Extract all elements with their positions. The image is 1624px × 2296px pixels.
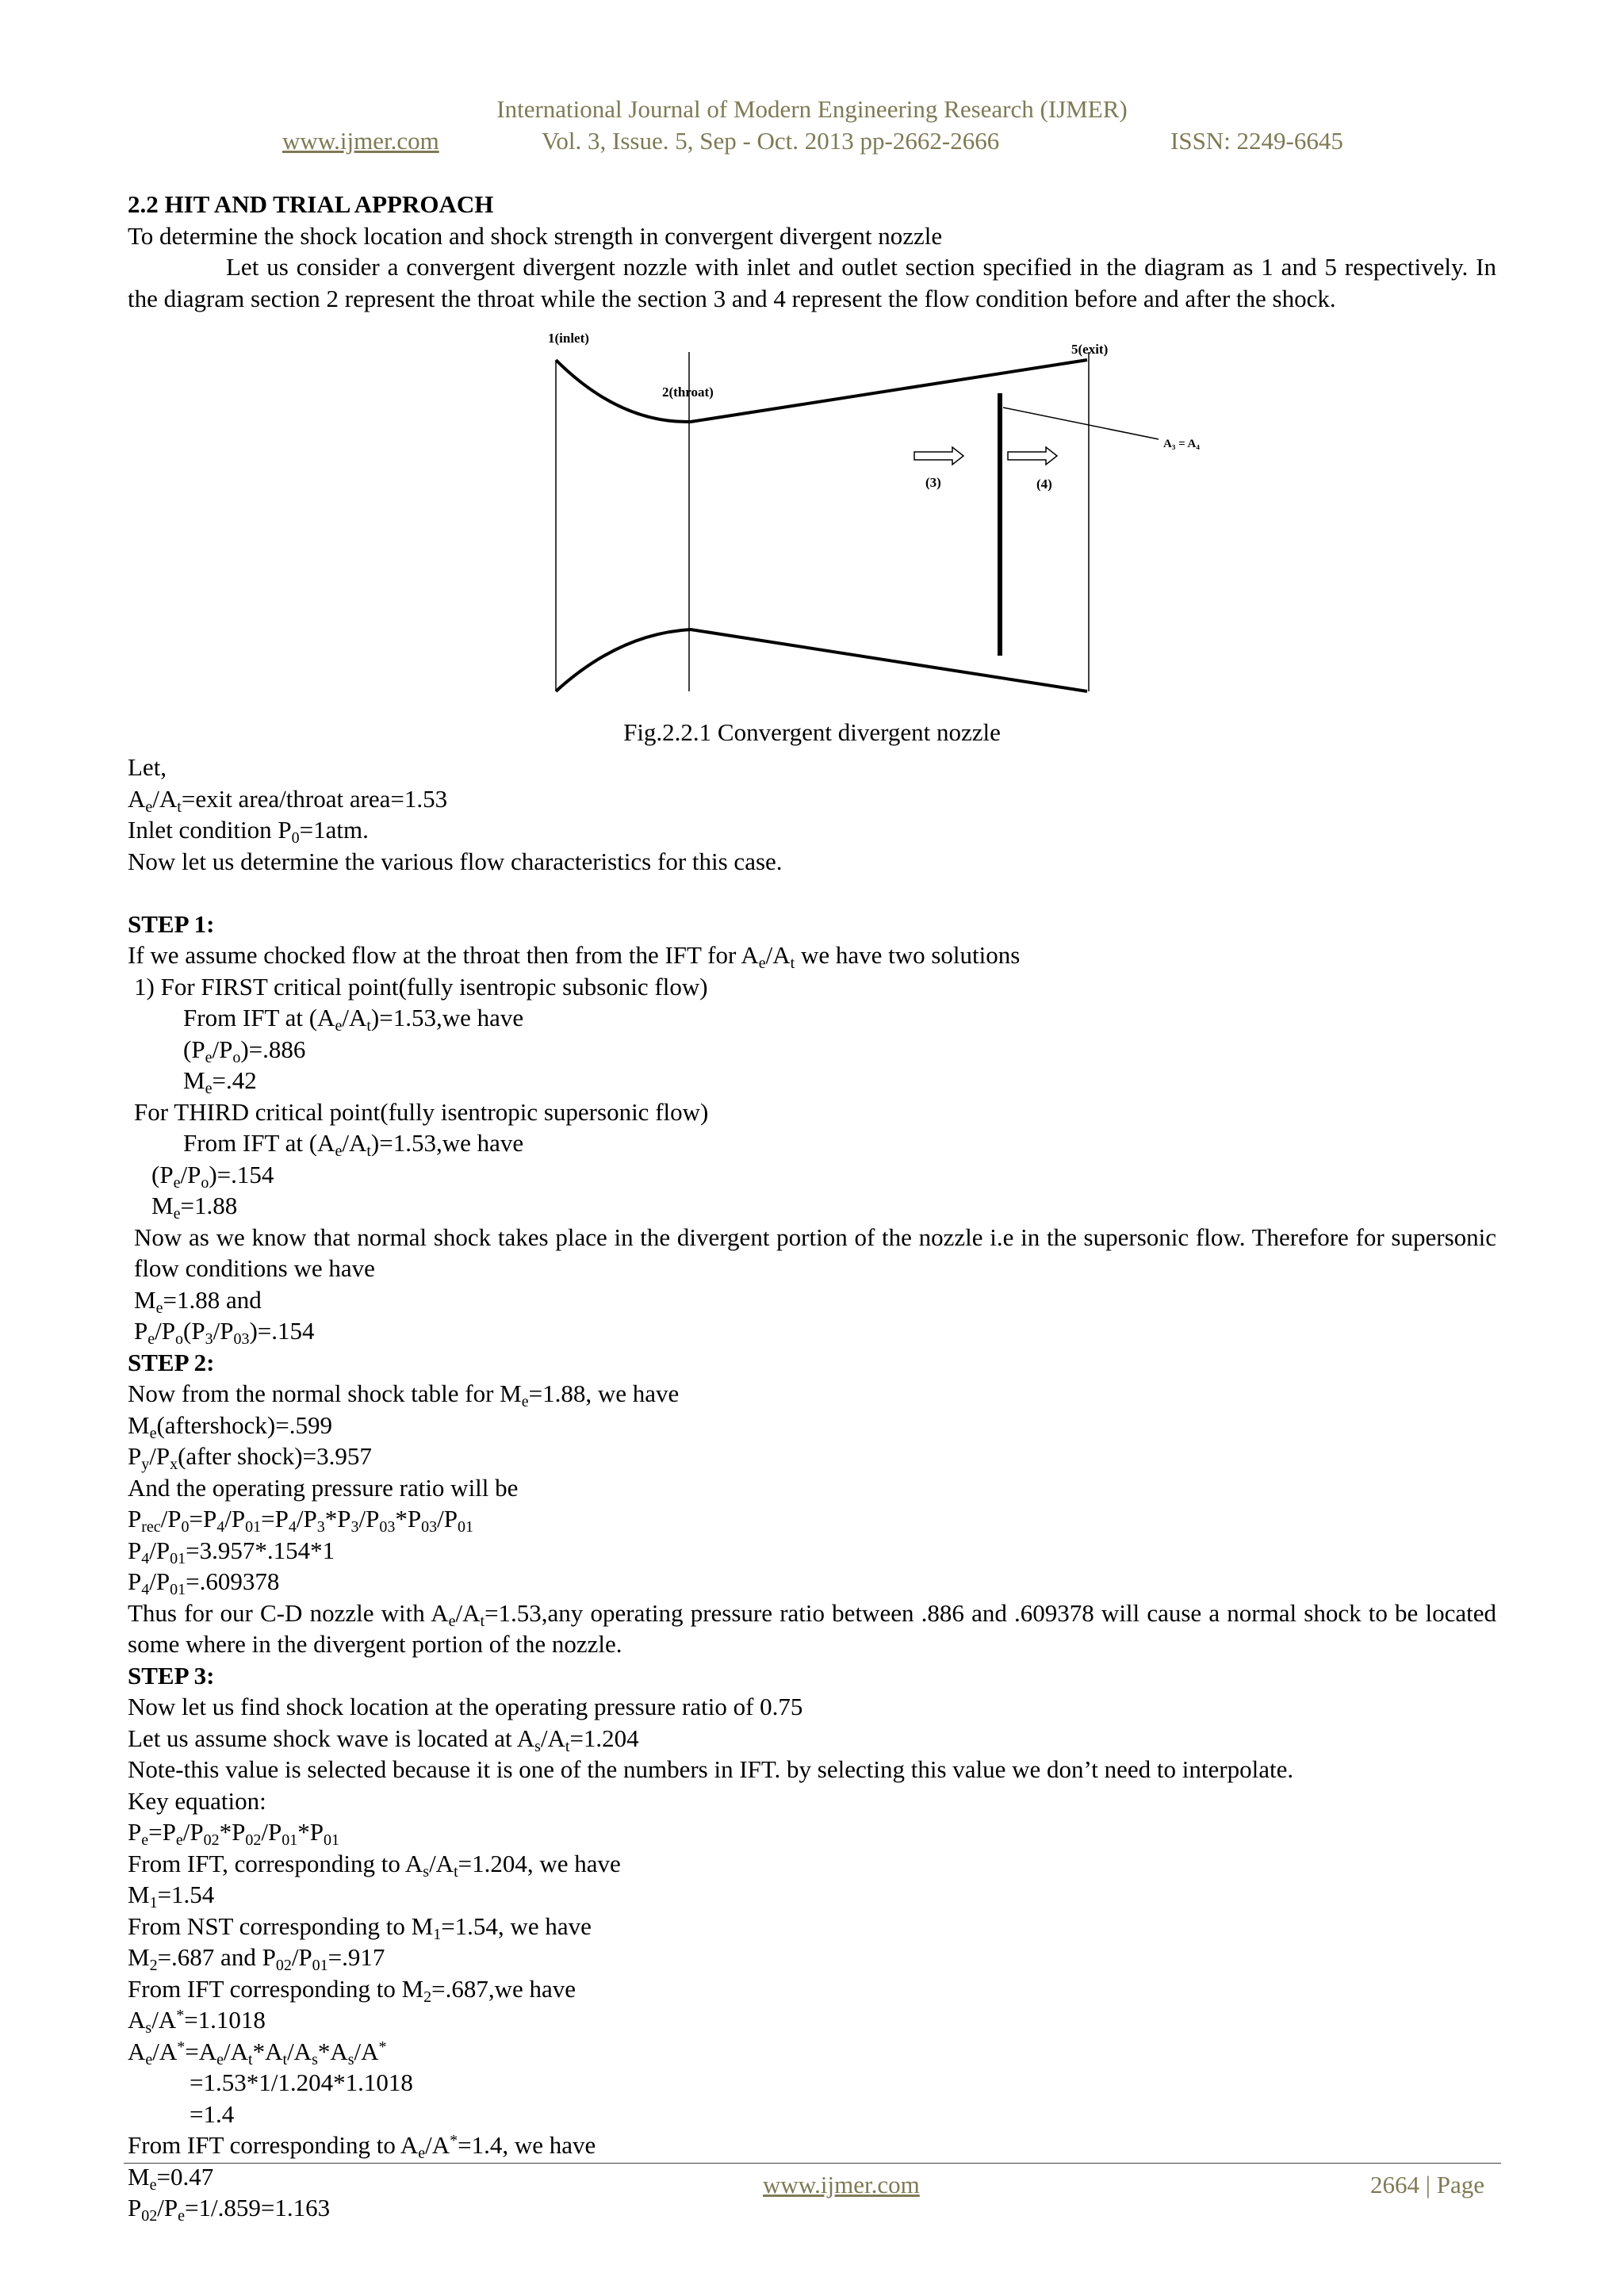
step3-line2: Let us assume shock wave is located at $A_s/A_t=1.204$ bbox=[128, 1724, 639, 1755]
from-ift-3: From IFT corresponding to $A_e/A^*=1.4$, we have bbox=[128, 2131, 596, 2162]
label-throat: 2(throat) bbox=[662, 385, 714, 400]
flow-arrow-4 bbox=[1008, 447, 1057, 465]
footer-divider bbox=[124, 2163, 1501, 2164]
inlet-condition-line: Inlet condition $P_0=1atm$. bbox=[128, 816, 369, 847]
py-aftershock-line: $P_y/P_x(after$ shock)=3.957 bbox=[128, 1442, 372, 1473]
label-3: (3) bbox=[925, 475, 941, 490]
footer-url-link[interactable]: www.ijmer.com bbox=[763, 2171, 920, 2198]
first-pe-line: $(P_e/P_o)=.886$ bbox=[183, 1035, 306, 1066]
step2-title: STEP 2: bbox=[128, 1348, 215, 1376]
m2-line: $M_2=.687$ and $P_{02}/P_{01}=.917$ bbox=[128, 1943, 385, 1974]
third-pe-line: $(P_e/P_o)=.154$ bbox=[151, 1160, 274, 1192]
first-me-line: $M_e=.42$ bbox=[183, 1066, 257, 1097]
thus-paragraph: Thus for our C-D nozzle with $A_e/A_t=1.53,any$ operating pressure ratio between .886 and .609378 will cause a normal shock to be located some where in the divergent portion of the nozzle. bbox=[128, 1598, 1496, 1658]
ae-astar-equation: $A_e/A^*=A_e/A_t*A_t/A_s*A_s/A^*$ bbox=[128, 2037, 387, 2068]
journal-url-link[interactable]: www.ijmer.com bbox=[282, 127, 439, 155]
step1-line1: If we assume chocked flow at the throat then from the IFT for $A_e/A_t$ we have two solutions bbox=[128, 941, 1021, 972]
section-intro: To determine the shock location and shock strength in convergent divergent nozzle bbox=[128, 221, 943, 250]
now-determine-line: Now let us determine the various flow characteristics for this case. bbox=[128, 847, 783, 875]
third-me-line: $M_e=1.88$ bbox=[151, 1192, 238, 1223]
volume-info: Vol. 3, Issue. 5, Sep - Oct. 2013 pp-2662-2666 bbox=[542, 127, 1000, 155]
p4-result-line: $P_4/P_{01}=.609378$ bbox=[128, 1567, 280, 1598]
me-and-line: $M_e=1.88$ and bbox=[134, 1285, 262, 1317]
key-equation-label: Key equation: bbox=[128, 1786, 266, 1815]
step3-line1: Now let us find shock location at the operating pressure ratio of 0.75 bbox=[128, 1693, 803, 1720]
page-header bbox=[0, 94, 1624, 157]
area-ratio-line: $A_e/A_t=exit$ area/throat area=1.53 bbox=[128, 784, 448, 816]
nozzle-figure bbox=[128, 314, 1496, 752]
section-heading: 2.2 HIT AND TRIAL APPROACH bbox=[128, 190, 494, 218]
page-content bbox=[128, 189, 1496, 2224]
nozzle-diagram bbox=[548, 328, 1230, 717]
m1-line: $M_1=1.54$ bbox=[128, 1881, 215, 1911]
calc-line-2: =1.4 bbox=[190, 2099, 235, 2128]
prec-equation: $P_{rec}/P_0=P_4/P_{01}=P_4/P_3*P_3/P_{03}*P_{03}/P_{01}$ bbox=[128, 1505, 473, 1536]
third-critical-point: For THIRD critical point(fully isentropic supersonic flow) bbox=[134, 1097, 709, 1126]
calc-line-1: =1.53*1/1.204*1.1018 bbox=[190, 2068, 413, 2096]
first-ift-line: From IFT at $(A_e/A_t)=1.53,we$ have bbox=[183, 1004, 524, 1035]
flow-arrow-3 bbox=[914, 447, 963, 465]
normal-shock-paragraph: Now as we know that normal shock takes place in the divergent portion of the nozzle i.e in the supersonic flow. Therefore for supersonic flow conditions we have bbox=[134, 1223, 1496, 1282]
label-4: (4) bbox=[1036, 476, 1052, 492]
let-line: Let, bbox=[128, 753, 167, 781]
label-inlet: 1(inlet) bbox=[548, 331, 589, 346]
as-astar-line: $A_s/A^*=1.1018$ bbox=[128, 2006, 266, 2037]
figure-caption: Fig.2.2.1 Convergent divergent nozzle bbox=[623, 718, 1001, 746]
page-number: 2664 | Page bbox=[1370, 2171, 1484, 2198]
issn-info: ISSN: 2249-6645 bbox=[1170, 127, 1343, 155]
label-area: A₃ = A₄ bbox=[1163, 438, 1200, 450]
step1-title: STEP 1: bbox=[128, 909, 215, 938]
from-ift-2: From IFT corresponding to $M_2=.687,we$ have bbox=[128, 1974, 576, 2006]
from-nst-line: From NST corresponding to $M_1=1.54$, we have bbox=[128, 1911, 592, 1943]
operating-ratio-line: And the operating pressure ratio will be bbox=[128, 1473, 519, 1502]
nozzle-lower-wall bbox=[556, 629, 1087, 691]
me-aftershock-line: $M_e(aftershock)=.599$ bbox=[128, 1410, 332, 1442]
first-critical-point: 1) For FIRST critical point(fully isentropic subsonic flow) bbox=[134, 972, 708, 1001]
key-equation: $P_e=P_e/P_{02}*P_{02}/P_{01}*P_{01}$ bbox=[128, 1818, 339, 1849]
step3-title: STEP 3: bbox=[128, 1661, 215, 1689]
note-line: Note-this value is selected because it is one of the numbers in IFT. by selecting this value we don’t need to interpolate. bbox=[128, 1755, 1294, 1783]
section-paragraph: Let us consider a convergent divergent nozzle with inlet and outlet section specified in the diagram as 1 and 5 respectively. In the diagram section 2 represent the throat while the section 3 and 4 represent the flow condition before and after the shock. bbox=[128, 253, 1496, 312]
nozzle-upper-wall bbox=[556, 360, 1087, 422]
from-ift-1: From IFT, corresponding to $A_s/A_t=1.204$, we have bbox=[128, 1849, 621, 1881]
p4-calc-line: $P_4/P_{01}=3.957*.154*1$ bbox=[128, 1536, 335, 1567]
me-final-line: $M_e=0.47$ bbox=[128, 2162, 214, 2194]
p02-final-line: $P_{02}/P_e=1/.859=1.163$ bbox=[128, 2194, 331, 2225]
pe-ratio-line: $P_e/P_o(P_3/P_{03})=.154$ bbox=[134, 1317, 315, 1348]
label-exit: 5(exit) bbox=[1071, 342, 1109, 357]
area-leader-line bbox=[1003, 408, 1159, 439]
step2-line1: Now from the normal shock table for $M_e=1.88$, we have bbox=[128, 1380, 680, 1410]
journal-title: International Journal of Modern Engineering Research (IJMER) bbox=[496, 95, 1128, 123]
third-ift-line: From IFT at $(A_e/A_t)=1.53,we$ have bbox=[183, 1129, 524, 1160]
